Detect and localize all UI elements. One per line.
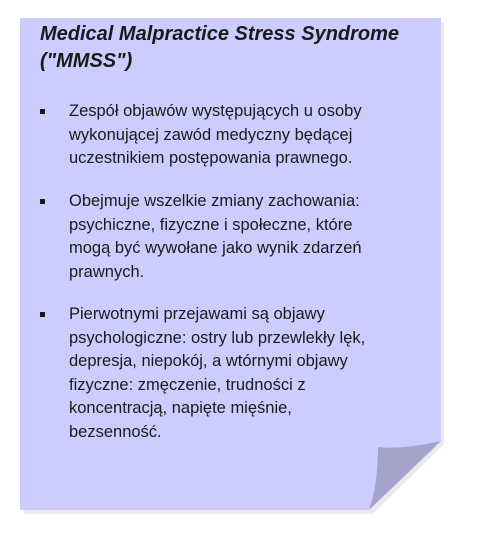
- note-title-line-2: ("MMSS"): [40, 50, 133, 72]
- bullet-line: fizyczne: zmęczenie, trudności z: [69, 375, 306, 394]
- note-title-line-1: Medical Malpractice Stress Syndrome: [40, 23, 400, 45]
- bullet-line: uczestnikiem postępowania prawnego.: [69, 149, 353, 167]
- bullet-line: depresja, niepokój, a wtórnymi objawy: [69, 352, 348, 370]
- bullet-line: Obejmuje wszelkie zmiany zachowania:: [69, 192, 360, 210]
- bullet-line: bezsenność.: [69, 422, 162, 441]
- bullet-line: prawnych.: [69, 262, 145, 281]
- bullet-line: Pierwotnymi przejawami są objawy: [69, 305, 325, 323]
- bullet-line: wykonującej zawód medyczny będącej: [69, 125, 353, 144]
- bullet-line: Zespół objawów występujących u osoby: [69, 102, 362, 120]
- square-bullet-icon: [40, 199, 45, 204]
- bullet-line: psychiczne, fizyczne i społeczne, które: [69, 215, 353, 234]
- square-bullet-icon: [40, 109, 45, 114]
- square-bullet-icon: [40, 312, 45, 317]
- bullet-text: [69, 303, 391, 444]
- note-title: [40, 21, 410, 75]
- bullet-line: psychologiczne: ostry lub przewlekły lęk,: [69, 328, 366, 347]
- bullet-line: mogą być wywołane jako wynik zdarzeń: [69, 239, 362, 257]
- bullet-line: koncentracją, napięte mięśnie,: [69, 399, 292, 417]
- bullet-text: [69, 100, 391, 171]
- bullet-text: [69, 190, 391, 284]
